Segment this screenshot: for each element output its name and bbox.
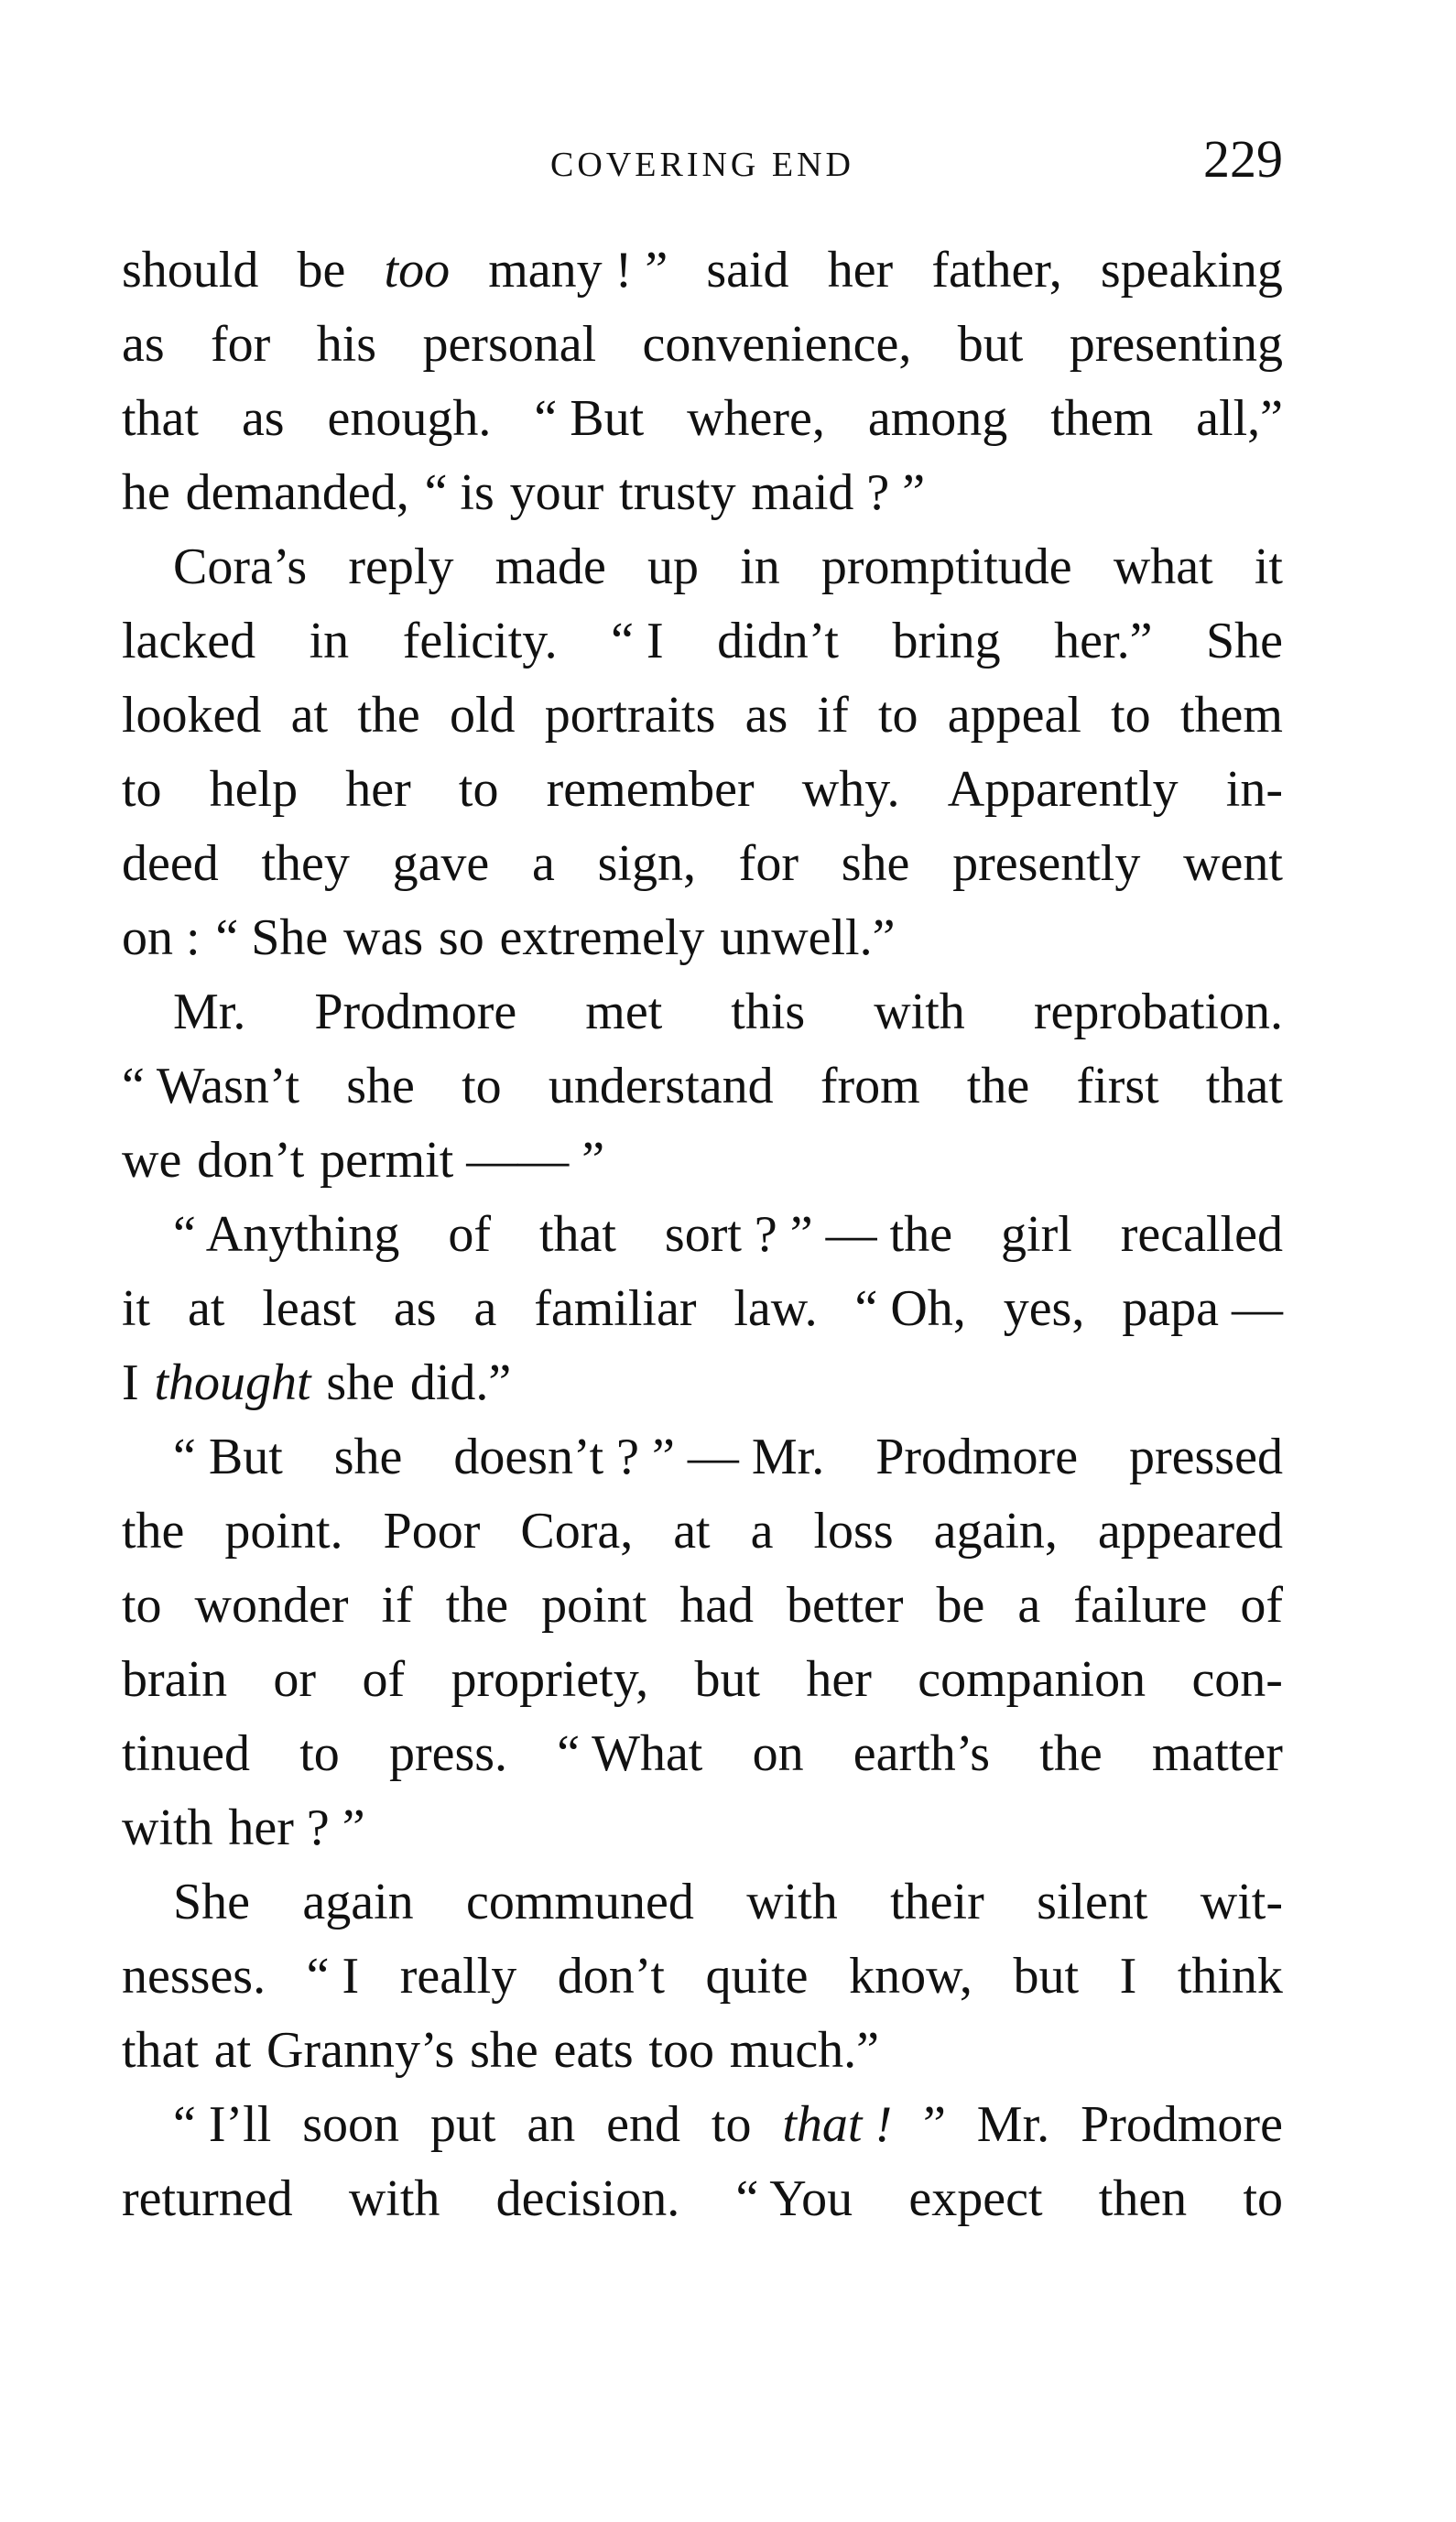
word: point. bbox=[224, 1503, 343, 1560]
word: what bbox=[1113, 538, 1213, 595]
word: “ Oh, bbox=[854, 1280, 966, 1337]
word: up bbox=[647, 538, 700, 595]
word: as bbox=[122, 316, 165, 373]
word: “ I bbox=[611, 613, 664, 669]
word: understand bbox=[548, 1058, 774, 1114]
word: reprobation. bbox=[1033, 984, 1283, 1040]
word: “ But bbox=[173, 1429, 283, 1485]
text-line bbox=[122, 1124, 1283, 1198]
word: she bbox=[470, 2022, 538, 2079]
word: presently bbox=[952, 835, 1141, 892]
word: Cora’s bbox=[173, 538, 308, 595]
word: on : bbox=[122, 909, 201, 966]
word: “ She bbox=[215, 909, 329, 966]
word: wit- bbox=[1200, 1874, 1283, 1930]
word: pressed bbox=[1129, 1429, 1283, 1485]
word: “ Anything bbox=[173, 1206, 400, 1263]
word: should bbox=[122, 242, 259, 299]
word: presenting bbox=[1069, 316, 1283, 373]
body-text bbox=[122, 234, 1283, 2236]
text-line bbox=[122, 2088, 1283, 2162]
word: deed bbox=[122, 835, 219, 892]
word: but bbox=[694, 1651, 761, 1708]
word: first bbox=[1076, 1058, 1159, 1114]
word: appeared bbox=[1097, 1503, 1283, 1560]
word: was bbox=[343, 909, 424, 966]
word: as bbox=[744, 687, 788, 744]
text-line bbox=[122, 1272, 1283, 1346]
text-line bbox=[122, 2162, 1283, 2236]
word: where, bbox=[687, 390, 825, 447]
word: papa — bbox=[1122, 1280, 1283, 1337]
word: for bbox=[211, 316, 271, 373]
word: Prodmore bbox=[1081, 2096, 1283, 2153]
word: again, bbox=[933, 1503, 1058, 1560]
word: nesses. bbox=[122, 1948, 266, 2005]
italic-word: thought bbox=[154, 1354, 311, 1411]
word: at bbox=[673, 1503, 711, 1560]
word: but bbox=[1013, 1948, 1080, 2005]
running-head bbox=[122, 128, 1283, 201]
word: father, bbox=[931, 242, 1062, 299]
word: of bbox=[362, 1651, 406, 1708]
text-line bbox=[122, 1049, 1283, 1124]
word: portraits bbox=[544, 687, 716, 744]
word: Mr. bbox=[173, 984, 246, 1040]
word: at bbox=[188, 1280, 225, 1337]
text-line bbox=[122, 827, 1283, 901]
word: as bbox=[241, 390, 285, 447]
word: then bbox=[1098, 2170, 1188, 2227]
word: “ What bbox=[557, 1725, 703, 1782]
word: she bbox=[326, 1354, 396, 1411]
word: convenience, bbox=[642, 316, 912, 373]
word: but bbox=[957, 316, 1024, 373]
word: wonder bbox=[194, 1577, 349, 1634]
word: communed bbox=[466, 1874, 694, 1930]
word: she bbox=[841, 835, 910, 892]
word: went bbox=[1183, 835, 1283, 892]
word: failure bbox=[1073, 1577, 1208, 1634]
word: her bbox=[827, 242, 894, 299]
word: Cora, bbox=[520, 1503, 634, 1560]
word: to bbox=[458, 761, 499, 818]
text-line bbox=[122, 1865, 1283, 1940]
word: at bbox=[213, 2022, 252, 2079]
word: remember bbox=[546, 761, 755, 818]
running-title: COVERING END bbox=[550, 146, 854, 184]
text-line bbox=[122, 2014, 1283, 2088]
word: yes, bbox=[1003, 1280, 1085, 1337]
word: be bbox=[936, 1577, 985, 1634]
text-line bbox=[122, 1791, 1283, 1865]
word: them bbox=[1179, 687, 1283, 744]
word: better bbox=[787, 1577, 904, 1634]
word: to bbox=[122, 1577, 162, 1634]
word: doesn’t ? ” — Mr. bbox=[453, 1429, 825, 1485]
word: eats bbox=[553, 2022, 634, 2079]
word: that bbox=[122, 390, 199, 447]
word: had bbox=[679, 1577, 755, 1634]
word: we bbox=[122, 1132, 182, 1189]
word: he bbox=[122, 464, 170, 521]
word: brain bbox=[122, 1651, 228, 1708]
word: “ But bbox=[534, 390, 645, 447]
word: speaking bbox=[1100, 242, 1283, 299]
word: them bbox=[1050, 390, 1154, 447]
word: made bbox=[494, 538, 606, 595]
word: the bbox=[357, 687, 420, 744]
text-line bbox=[122, 308, 1283, 382]
word: sort ? ” — the bbox=[664, 1206, 953, 1263]
word: didn’t bbox=[717, 613, 839, 669]
word: the bbox=[1039, 1725, 1103, 1782]
word: unwell.” bbox=[720, 909, 896, 966]
word: girl bbox=[1001, 1206, 1072, 1263]
page-number: 229 bbox=[1203, 129, 1283, 189]
word: Mr. bbox=[976, 2096, 1050, 2153]
word: the bbox=[122, 1503, 185, 1560]
word: with bbox=[874, 984, 965, 1040]
word: con- bbox=[1191, 1651, 1283, 1708]
text-line bbox=[122, 1643, 1283, 1717]
word: in- bbox=[1225, 761, 1283, 818]
word: personal bbox=[422, 316, 597, 373]
word: this bbox=[731, 984, 806, 1040]
word: of bbox=[1240, 1577, 1283, 1634]
word: tinued bbox=[122, 1725, 250, 1782]
word: among bbox=[867, 390, 1008, 447]
word: help bbox=[209, 761, 299, 818]
word: “ I’ll bbox=[173, 2096, 272, 2153]
word: recalled bbox=[1120, 1206, 1283, 1263]
word: your bbox=[509, 464, 604, 521]
word: her bbox=[345, 761, 411, 818]
word: a bbox=[532, 835, 555, 892]
word: to bbox=[711, 2096, 752, 2153]
word: reply bbox=[348, 538, 454, 595]
word: “ is bbox=[424, 464, 494, 521]
text-line bbox=[122, 679, 1283, 753]
word: Prodmore bbox=[314, 984, 517, 1040]
text-line bbox=[122, 604, 1283, 679]
word: his bbox=[316, 316, 377, 373]
text-line bbox=[122, 1198, 1283, 1272]
word: law. bbox=[733, 1280, 818, 1337]
word: it bbox=[1254, 538, 1283, 595]
word: a bbox=[473, 1280, 497, 1337]
word: the bbox=[966, 1058, 1030, 1114]
text-line bbox=[122, 1346, 1283, 1420]
word: for bbox=[738, 835, 799, 892]
text-line bbox=[122, 382, 1283, 456]
word: to bbox=[122, 761, 162, 818]
word: “ I bbox=[306, 1948, 360, 2005]
word: at bbox=[290, 687, 329, 744]
text-line bbox=[122, 1717, 1283, 1791]
word: did.” bbox=[409, 1354, 512, 1411]
word: demanded, bbox=[185, 464, 409, 521]
word: as bbox=[393, 1280, 437, 1337]
word: be bbox=[297, 242, 346, 299]
word: it bbox=[122, 1280, 151, 1337]
word: Prodmore bbox=[875, 1429, 1079, 1485]
word: said bbox=[706, 242, 789, 299]
word: extremely bbox=[499, 909, 705, 966]
word: decision. bbox=[495, 2170, 680, 2227]
text-line bbox=[122, 530, 1283, 604]
word: felicity. bbox=[402, 613, 558, 669]
word: met bbox=[585, 984, 663, 1040]
text-line bbox=[122, 234, 1283, 308]
word: silent bbox=[1037, 1874, 1148, 1930]
word: an bbox=[527, 2096, 576, 2153]
word: put bbox=[429, 2096, 496, 2153]
word: returned bbox=[122, 2170, 293, 2227]
word: to bbox=[1111, 687, 1151, 744]
word: to bbox=[299, 1725, 340, 1782]
word: many ! ” bbox=[488, 242, 668, 299]
word: expect bbox=[908, 2170, 1043, 2227]
word: much.” bbox=[729, 2022, 880, 2079]
word: She bbox=[1205, 613, 1283, 669]
word: Granny’s bbox=[266, 2022, 455, 2079]
word: matter bbox=[1151, 1725, 1283, 1782]
word: of bbox=[448, 1206, 491, 1263]
word: trusty bbox=[619, 464, 736, 521]
text-line bbox=[122, 456, 1283, 530]
word: her bbox=[806, 1651, 872, 1708]
word: old bbox=[449, 687, 516, 744]
word: point bbox=[541, 1577, 647, 1634]
word: again bbox=[302, 1874, 414, 1930]
word: that bbox=[1205, 1058, 1283, 1114]
text-line bbox=[122, 975, 1283, 1049]
word: or bbox=[273, 1651, 317, 1708]
text-line bbox=[122, 1940, 1283, 2014]
word: with bbox=[348, 2170, 440, 2227]
word: sign, bbox=[597, 835, 696, 892]
word: all,” bbox=[1196, 390, 1283, 447]
word: I bbox=[1119, 1948, 1137, 2005]
word: know, bbox=[849, 1948, 972, 2005]
text-line bbox=[122, 1569, 1283, 1643]
word: press. bbox=[388, 1725, 508, 1782]
word: propriety, bbox=[451, 1651, 649, 1708]
word: a bbox=[1017, 1577, 1041, 1634]
word: I bbox=[122, 1354, 139, 1411]
word: in bbox=[309, 613, 350, 669]
word: don’t bbox=[197, 1132, 305, 1189]
text-line bbox=[122, 1495, 1283, 1569]
word: to bbox=[462, 1058, 502, 1114]
word: end bbox=[606, 2096, 680, 2153]
word: on bbox=[752, 1725, 804, 1782]
word: don’t bbox=[557, 1948, 665, 2005]
word: companion bbox=[918, 1651, 1146, 1708]
italic-word: that ! bbox=[782, 2096, 893, 2153]
word: “ Wasn’t bbox=[122, 1058, 300, 1114]
word: looked bbox=[122, 687, 262, 744]
word: from bbox=[820, 1058, 920, 1114]
word: her.” bbox=[1054, 613, 1153, 669]
word: permit —— ” bbox=[320, 1132, 605, 1189]
word: their bbox=[890, 1874, 984, 1930]
word: appeal bbox=[947, 687, 1081, 744]
word: that bbox=[538, 1206, 616, 1263]
word: lacked bbox=[122, 613, 256, 669]
word: Poor bbox=[383, 1503, 481, 1560]
word: to bbox=[877, 687, 918, 744]
word: her ? ” bbox=[228, 1799, 365, 1856]
word: She bbox=[173, 1874, 250, 1930]
text-line bbox=[122, 901, 1283, 975]
word: she bbox=[346, 1058, 415, 1114]
word: with bbox=[122, 1799, 213, 1856]
italic-word: too bbox=[384, 242, 451, 299]
word: “ You bbox=[735, 2170, 853, 2227]
word: enough. bbox=[327, 390, 492, 447]
word: promptitude bbox=[820, 538, 1072, 595]
word: that bbox=[122, 2022, 199, 2079]
word: soon bbox=[302, 2096, 399, 2153]
word: if bbox=[817, 687, 849, 744]
word: earth’s bbox=[853, 1725, 991, 1782]
word: to bbox=[1243, 2170, 1283, 2227]
word: bring bbox=[892, 613, 1001, 669]
word: ” bbox=[923, 2096, 946, 2153]
word: maid ? ” bbox=[751, 464, 926, 521]
word: why. bbox=[801, 761, 900, 818]
word: gave bbox=[392, 835, 490, 892]
text-line bbox=[122, 1420, 1283, 1495]
word: they bbox=[261, 835, 350, 892]
word: a bbox=[750, 1503, 774, 1560]
word: the bbox=[445, 1577, 509, 1634]
word: if bbox=[381, 1577, 413, 1634]
word: think bbox=[1177, 1948, 1283, 2005]
word: she bbox=[333, 1429, 403, 1485]
word: Apparently bbox=[947, 761, 1179, 818]
word: with bbox=[746, 1874, 838, 1930]
text-line bbox=[122, 753, 1283, 827]
word: familiar bbox=[534, 1280, 697, 1337]
word: really bbox=[399, 1948, 517, 2005]
word: least bbox=[262, 1280, 356, 1337]
word: so bbox=[438, 909, 484, 966]
word: loss bbox=[813, 1503, 894, 1560]
word: too bbox=[648, 2022, 714, 2079]
word: in bbox=[740, 538, 780, 595]
word: quite bbox=[705, 1948, 809, 2005]
